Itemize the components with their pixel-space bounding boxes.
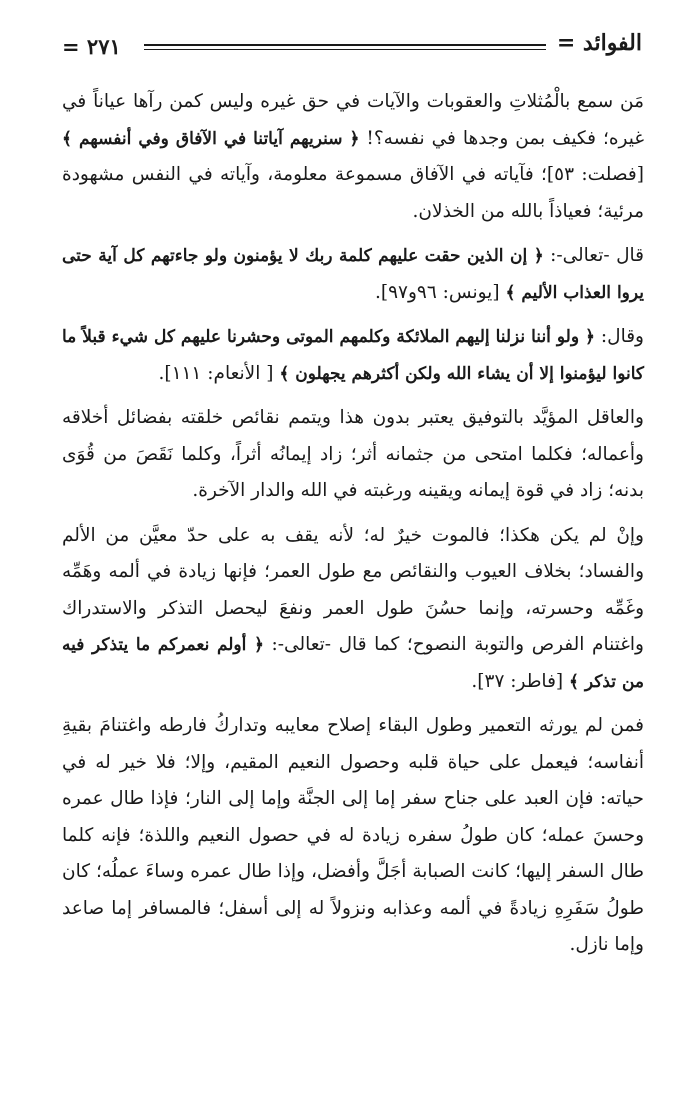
paragraph-text: [يونس: ٩٦و٩٧]. bbox=[374, 281, 506, 303]
page-header bbox=[62, 30, 642, 64]
page-body bbox=[62, 84, 644, 972]
page-number: = ٢٧١ bbox=[62, 34, 121, 59]
paragraph bbox=[62, 319, 644, 392]
paragraph-text: [ الأنعام: ١١١]. bbox=[158, 362, 280, 384]
paragraph-text: والعاقل المؤيَّد بالتوفيق يعتبر بدون هذا ويتمم نقائص خلقته بفضائل أخلاقه وأعماله؛ فكلما امتحى من جثمانه أثر؛ زاد إيمانُه أثراً، وكلما نَقَصَ من قُوَى بدنه؛ زاد في قوة إيمانه ويقينه ورغبته في الله والدار الآخرة. bbox=[62, 407, 644, 501]
paragraph bbox=[62, 400, 644, 510]
paragraph-text: فمن لم يورثه التعمير وطول البقاء إصلاح معايبه وتداركُ فارطه واغتنامَ بقيةِ أنفاسه؛ فيعمل على حياة قلبه وحصول النعيم المقيم، وإلا؛ فلا خير له في حياته: فإن العبد على جناح سفر إما إلى الجنَّة وإما إلى النار؛ فإذا طال عمره وحسنَ عمله؛ كان طولُ سفره زيادة له في حصول النعيم واللذة؛ فإنه كلما طال السفر إليها؛ كانت الصبابة أجَلَّ وأفضل، وإذا طال عمره وساءَ عملُه؛ كان طولُ سَفَرِهِ زيادةً في ألمه وعذابه ونزولاً له إلى أسفل؛ فالمسافر إما صاعد وإما نازل. bbox=[62, 715, 644, 955]
paragraph-text: مَن سمع بالْمُثلاتِ والعقوبات والآيات في حق غيره وليس كمن رآها عياناً في غيره؛ فكيف بمن وجدها في نفسه؟! bbox=[62, 91, 644, 149]
paragraph bbox=[62, 238, 644, 311]
quran-verse: ﴿ أولم نعمركم ما يتذكر فيه من تذكر ﴾ bbox=[62, 635, 644, 692]
paragraph bbox=[62, 708, 644, 964]
paragraph-text: [فصلت: ٥٣]؛ فآياته في الآفاق مسموعة معلومة، وآياته في النفس مشهودة مرئية؛ فعياذاً بالله من الخذلان. bbox=[62, 164, 644, 222]
paragraph-text: وقال: bbox=[594, 326, 644, 347]
paragraph bbox=[62, 518, 644, 701]
quran-verse: ﴿ ولو أننا نزلنا إليهم الملائكة وكلمهم الموتى وحشرنا عليهم كل شيء قبلاً ما كانوا ليؤمنوا إلا أن يشاء الله ولكن أكثرهم يجهلون ﴾ bbox=[62, 327, 644, 384]
paragraph-text: [فاطر: ٣٧]. bbox=[471, 670, 570, 692]
quran-verse: ﴿ سنريهم آياتنا في الآفاق وفي أنفسهم ﴾ bbox=[62, 128, 360, 149]
paragraph bbox=[62, 84, 644, 230]
running-title: الفوائد = bbox=[556, 30, 642, 56]
paragraph-text: وإنْ لم يكن هكذا؛ فالموت خيرٌ له؛ لأنه يقف به على حدّ معيَّن من الألم والفساد؛ بخلاف العيوب والنقائص مع طول العمر؛ فإنها زيادة في ألمه وهَمِّه وغَمِّه وحسرته، وإنما حسُنَ طول العمر ونفعَ ليحصل التذكر والاستدراك واغتنام الفرص والتوبة النصوح؛ كما قال -تعالى-: bbox=[62, 524, 644, 655]
header-rule bbox=[144, 44, 546, 50]
quran-verse: ﴿ إن الذين حقت عليهم كلمة ربك لا يؤمنون ولو جاءتهم كل آية حتى يروا العذاب الأليم ﴾ bbox=[62, 246, 644, 303]
paragraph-text: قال -تعالى-: bbox=[543, 245, 645, 266]
